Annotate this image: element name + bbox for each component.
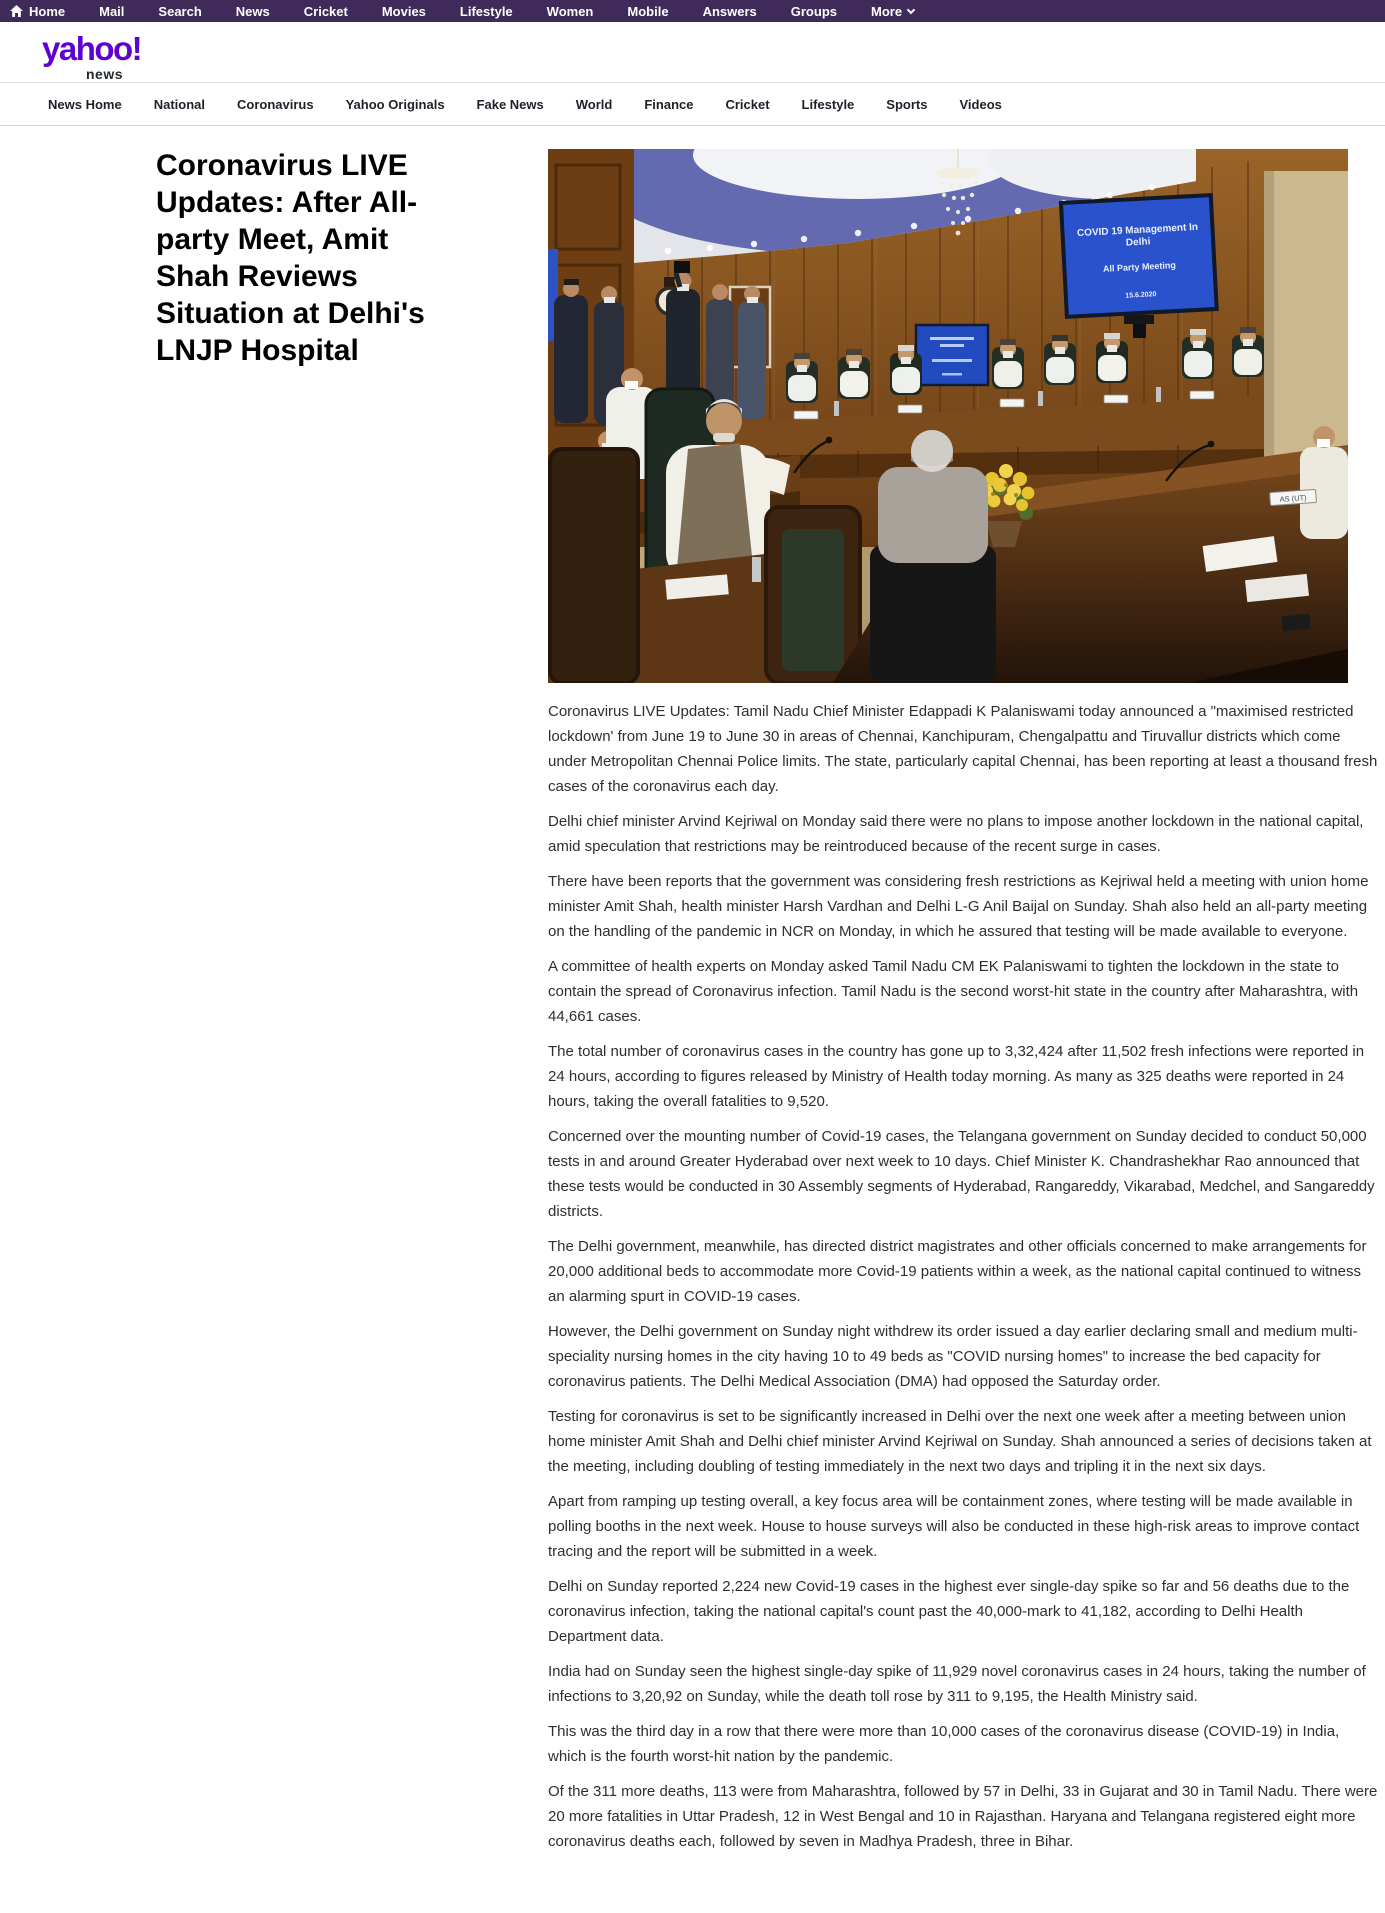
wall-screen-main [1061,195,1217,317]
svg-text:15.6.2020: 15.6.2020 [1125,291,1157,300]
article-paragraph: The total number of coronavirus cases in the country has gone up to 3,32,424 after 11,502 fresh infections were reported in 24 hours, according to figures released by Ministry of Health today morning. As many as 325 deaths were reported in 24 hours, taking the overall fatalities to 9,520. [548,1043,1365,1110]
svg-text:All Party Meeting: All Party Meeting [1102,260,1177,274]
uberbar-item-groups[interactable]: Groups [790,3,837,19]
uberbar-item-answers[interactable]: Answers [702,3,757,19]
uberbar-item-news[interactable]: News [235,3,270,19]
nav-item-national[interactable]: National [153,96,205,112]
article-paragraph: There have been reports that the government was considering fresh restrictions as Kejriwal held a meeting with union home minister Amit Shah, health minister Harsh Vardhan and Delhi L-G Anil Baijal on Sunday. Shah also held an all-party meeting on the handling of the pandemic in NCR on Monday, in which he assured that testing will be made available to everyone. [548,873,1369,940]
home-icon [10,5,23,17]
nav-item-sports[interactable]: Sports [886,96,928,112]
wall-screen-small [916,325,988,385]
uberbar-item-women[interactable]: Women [546,3,594,19]
uberbar-item-home[interactable] [10,4,65,19]
svg-text:Delhi: Delhi [1125,236,1151,249]
svg-text:AS (UT): AS (UT) [1279,493,1307,504]
yahoo-news-wordmark: news [86,66,124,82]
nav-item-world[interactable]: World [575,96,613,112]
page-title: Coronavirus LIVE Updates: After All-party Meet, Amit Shah Reviews Situation at Delhi's LNJP Hospital [156,149,425,367]
uberbar-item-lifestyle[interactable]: Lifestyle [459,3,513,19]
article-body [548,699,1380,1854]
uberbar-item-mobile[interactable]: Mobile [627,3,669,19]
article-paragraph: Testing for coronavirus is set to be significantly increased in Delhi over the next one week after a meeting between union home minister Amit Shah and Delhi chief minister Arvind Kejriwal on Sunday. Shah announced a series of decisions taken at the meeting, including doubling of testing immediately in the next two days and tripling it in the next six days. [548,1408,1372,1475]
uberbar-item-search[interactable]: Search [158,3,202,19]
article-image [548,149,1348,683]
nav-item-yahoo-originals[interactable]: Yahoo Originals [345,96,445,112]
nav-item-videos[interactable]: Videos [959,96,1002,112]
article-paragraph: However, the Delhi government on Sunday night withdrew its order issued a day earlier declaring small and medium multi-speciality nursing homes in the city having 10 to 49 beds as "COVID nursing homes" to increase the bed capacity for coronavirus patients. The Delhi Medical Association (DMA) had opposed the Saturday order. [548,1323,1358,1390]
article-paragraph: Coronavirus LIVE Updates: Tamil Nadu Chief Minister Edappadi K Palaniswami today announced a "maximised restricted lockdown' from June 19 to June 30 in areas of Chennai, Kanchipuram, Chengalpattu and Tiruvallur districts which come under Metropolitan Chennai Police limits. The state, particularly capital Chennai, has been reporting at least a thousand fresh cases of the coronavirus each day. [548,703,1378,795]
chevron-down-icon [907,5,915,13]
article-paragraph: Apart from ramping up testing overall, a key focus area will be containment zones, where testing will be made available in polling booths in the next week. House to house surveys will also be conducted in these high-risk areas to improve contact tracing and the report will be submitted in a week. [548,1493,1360,1560]
uberbar-item-label: Home [29,3,66,19]
article-paragraph: Of the 311 more deaths, 113 were from Maharashtra, followed by 57 in Delhi, 33 in Gujarat and 30 in Tamil Nadu. There were 20 more fatalities in Uttar Pradesh, 12 in West Bengal and 10 in Rajasthan. Haryana and Telangana registered eight more coronavirus deaths each, followed by seven in Madhya Pradesh, three in Bihar. [548,1783,1378,1850]
uberbar [0,0,1385,22]
nav-item-finance[interactable]: Finance [644,96,694,112]
article-paragraph: India had on Sunday seen the highest single-day spike of 11,929 novel coronavirus cases in 24 hours, taking the number of infections to 3,20,92 on Sunday, while the death toll rose by 311 to 9,195, the Health Ministry said. [548,1663,1366,1705]
article-paragraph: The Delhi government, meanwhile, has directed district magistrates and other officials concerned to make arrangements for 20,000 additional beds to accommodate more Covid-19 patients within a week, as the national capital continued to witness an alarming spurt in COVID-19 cases. [548,1238,1367,1305]
masthead [0,22,1385,82]
nav-item-cricket[interactable]: Cricket [725,96,770,112]
article-paragraph: Delhi chief minister Arvind Kejriwal on Monday said there were no plans to impose another lockdown in the national capital, amid speculation that restrictions may be reintroduced because of the recent surge in cases. [548,813,1364,855]
article-paragraph: A committee of health experts on Monday asked Tamil Nadu CM EK Palaniswami to tighten the lockdown in the state to contain the spread of Coronavirus infection. Tamil Nadu is the second worst-hit state in the country after Maharashtra, with 44,661 cases. [548,958,1359,1025]
uberbar-item-mail[interactable]: Mail [99,3,125,19]
article-paragraph: Delhi on Sunday reported 2,224 new Covid-19 cases in the highest ever single-day spike so far and 56 deaths due to the coronavirus infection, taking the national capital's count past the 40,000-mark to 41,182, according to Delhi Health Department data. [548,1578,1350,1645]
nav-item-news-home[interactable]: News Home [48,96,122,112]
nav-item-fake-news[interactable]: Fake News [476,96,544,112]
svg-text:COVID 19 Management In: COVID 19 Management In [1076,221,1199,240]
nav-item-coronavirus[interactable]: Coronavirus [237,96,314,112]
nav-item-lifestyle[interactable]: Lifestyle [801,96,855,112]
article-paragraph: This was the third day in a row that there were more than 10,000 cases of the coronavirus disease (COVID-19) in India, which is the fourth worst-hit nation by the pandemic. [548,1723,1340,1765]
article [0,126,1385,1912]
uberbar-item-more[interactable] [871,4,914,19]
section-nav [0,82,1385,126]
uberbar-item-cricket[interactable]: Cricket [303,3,348,19]
uberbar-more-label: More [871,3,903,19]
yahoo-logo[interactable]: yahoo! [42,30,142,67]
article-paragraph: Concerned over the mounting number of Covid-19 cases, the Telangana government on Sunday decided to conduct 50,000 tests in and around Greater Hyderabad over next week to 10 days. Chief Minister K. Chandrashekhar Rao announced that these tests would be conducted in 30 Assembly segments of Hyderabad, Rangareddy, Vikarabad, Medchel, and Sangareddy districts. [548,1128,1375,1220]
article-column [548,149,1380,1864]
uberbar-item-movies[interactable]: Movies [381,3,426,19]
